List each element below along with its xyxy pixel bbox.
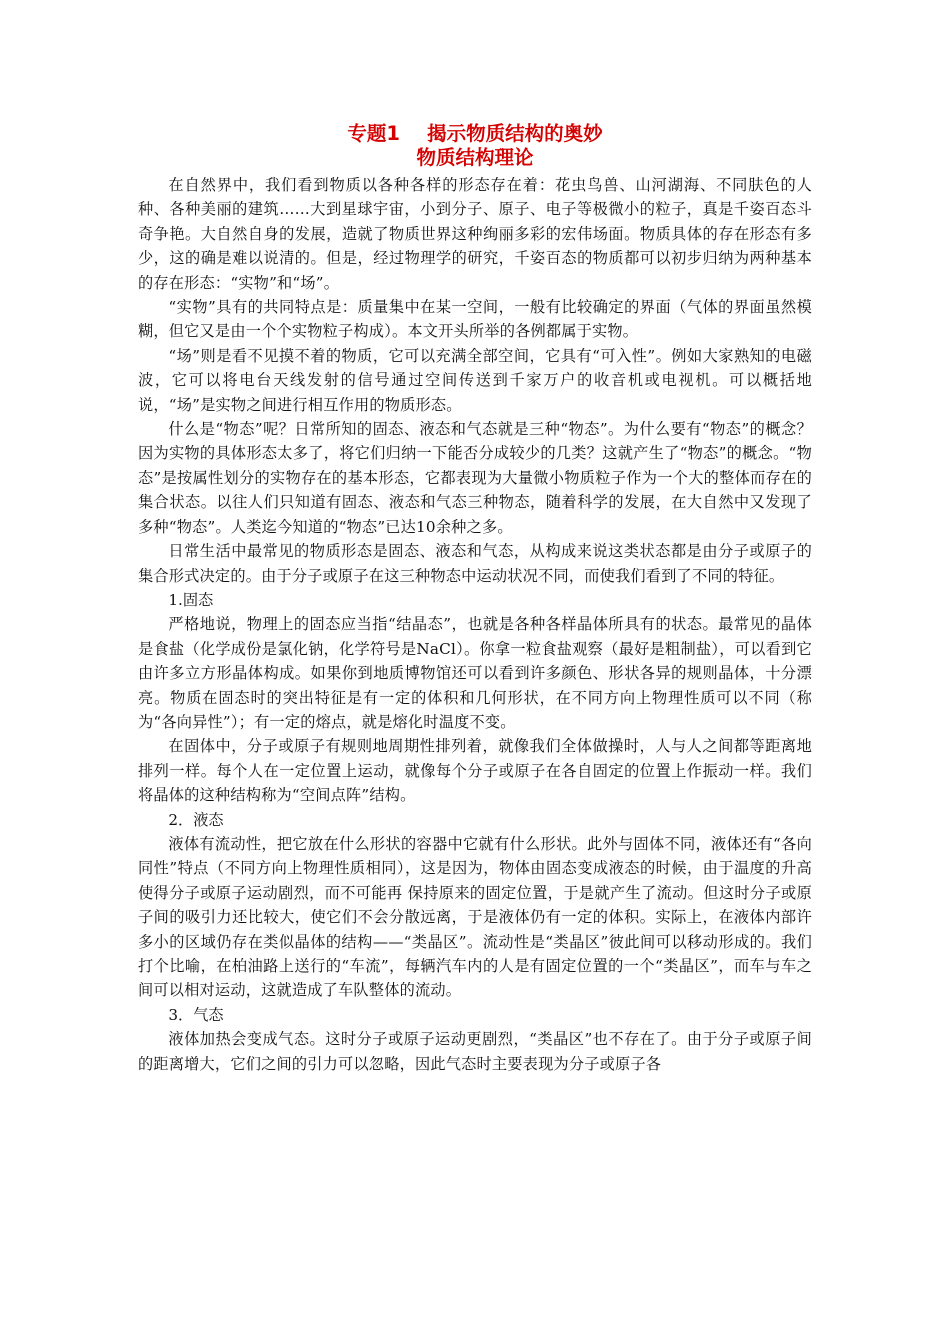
section-heading-gas: 3．气态: [168, 1005, 224, 1024]
section-heading-solid: 1.固态: [168, 590, 214, 609]
solid-paragraph-2: 在固体中，分子或原子有规则地周期性排列着，就像我们全体做操时，人与人之间都等距离地排列一样。每个人在一定位置上运动，就像每个分子或原子在各自固定的位置上作振动一样。我们将晶体的这种结构称为“空间点阵”结构。: [138, 737, 812, 805]
gas-paragraph: 液体加热会变成气态。这时分子或原子运动更剧烈，“类晶区”也不存在了。由于分子或原子间的距离增大，它们之间的引力可以忽略，因此气态时主要表现为分子或原子各: [138, 1030, 812, 1073]
section-heading-liquid: 2．液态: [168, 810, 224, 829]
states-paragraph: 什么是“物态”呢？日常所知的固态、液态和气态就是三种“物态”。为什么要有“物态”的概念？因为实物的具体形态太多了，将它们归纳一下能否分成较少的几类？这就产生了“物态”的概念。“物态”是按属性划分的实物存在的基本形态，它都表现为大量微小物质粒子作为一个大的整体而存在的集合状态。以往人们只知道有固态、液态和气态三种物态，随着科学的发展，在大自然中又发现了多种“物态”。人类迄今知道的“物态”已达10余种之多。: [138, 420, 812, 536]
matter-paragraph: “实物”具有的共同特点是：质量集中在某一空间，一般有比较确定的界面（气体的界面虽然模糊，但它又是由一个个实物粒子构成）。本文开头所举的各例都属于实物。: [138, 298, 812, 341]
document-subtitle: 物质结构理论: [416, 146, 534, 169]
solid-paragraph-1: 严格地说，物理上的固态应当指“结晶态”，也就是各种各样晶体所具有的状态。最常见的晶体是食盐（化学成份是氯化钠，化学符号是NaCl）。你拿一粒食盐观察（最好是粗制盐），可以看到它由许多立方形晶体构成。如果你到地质博物馆还可以看到许多颜色、形状各异的规则晶体，十分漂亮。物质在固态时的突出特征是有一定的体积和几何形状，在不同方向上物理性质可以不同（称为“各向异性”）；有一定的熔点，就是熔化时温度不变。: [138, 615, 812, 731]
document-title: 专题1 揭示物质结构的奥妙: [347, 122, 603, 145]
field-paragraph: “场”则是看不见摸不着的物质，它可以充满全部空间，它具有“可入性”。例如大家熟知的电磁波，它可以将电台天线发射的信号通过空间传送到千家万户的收音机或电视机。可以概括地说，“场”是实物之间进行相互作用的物质形态。: [138, 346, 812, 414]
document-page: [138, 122, 812, 1076]
liquid-paragraph: 液体有流动性，把它放在什么形状的容器中它就有什么形状。此外与固体不同，液体还有“各向同性”特点（不同方向上物理性质相同），这是因为，物体由固态变成液态的时候，由于温度的升高使得分子或原子运动剧烈，而不可能再 保持原来的固定位置，于是就产生了流动。但这时分子或原子间的吸引力还比较大，使它们不会分散远离，于是液体仍有一定的体积。实际上，在液体内部许多小的区域仍存在类似晶体的结构——“类晶区”。流动性是“类晶区”彼此间可以移动形成的。我们打个比喻，在柏油路上送行的“车流”，每辆汽车内的人是有固定位置的一个“类晶区”，而车与车之间可以相对运动，这就造成了车队整体的流动。: [138, 834, 812, 1000]
common-states-paragraph: 日常生活中最常见的物质形态是固态、液态和气态，从构成来说这类状态都是由分子或原子的集合形式决定的。由于分子或原子在这三种物态中运动状况不同，而使我们看到了不同的特征。: [138, 542, 812, 585]
intro-paragraph: 在自然界中，我们看到物质以各种各样的形态存在着：花虫鸟兽、山河湖海、不同肤色的人种、各种美丽的建筑……大到星球宇宙，小到分子、原子、电子等极微小的粒子，真是千姿百态斗奇争艳。大自然自身的发展，造就了物质世界这种绚丽多彩的宏伟场面。物质具体的存在形态有多少，这的确是难以说清的。但是，经过物理学的研究，千姿百态的物质都可以初步归纳为两种基本的存在形态：“实物”和“场”。: [138, 176, 812, 292]
